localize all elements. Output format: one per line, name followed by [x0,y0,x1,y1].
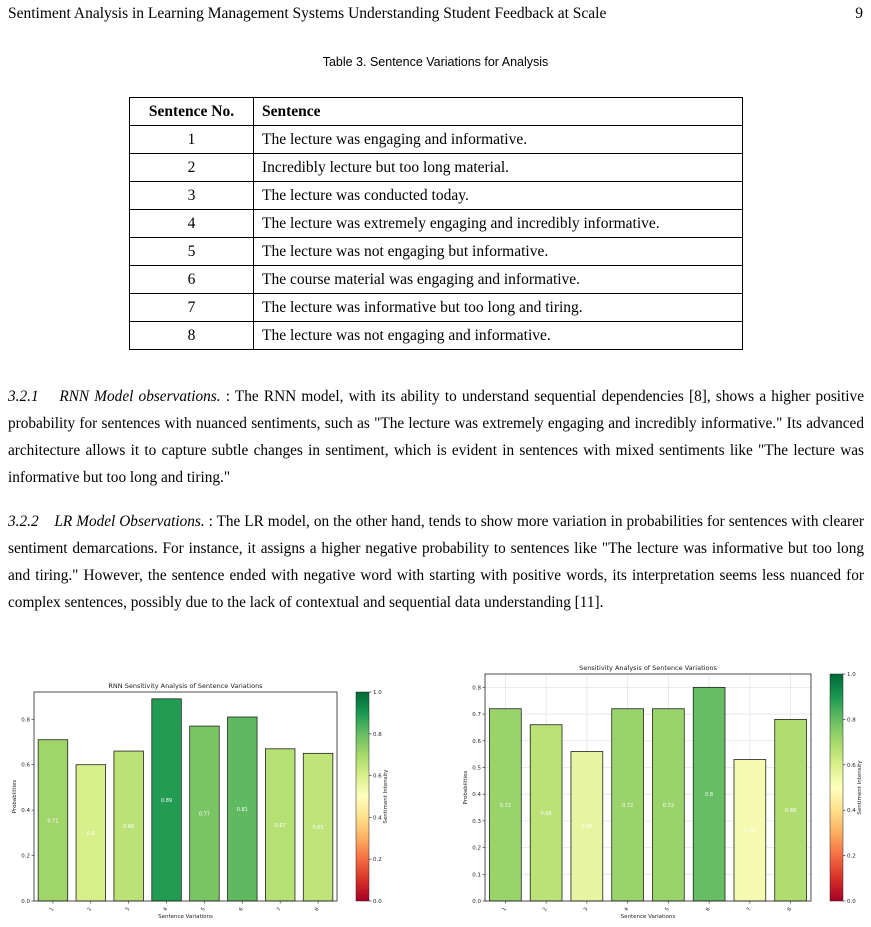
table-cell: The course material was engaging and informative. [254,266,743,294]
y-tick-label: 0.0 [21,899,30,905]
section-title: RNN Model observations. [59,388,221,405]
y-tick-label: 0.7 [472,712,481,719]
y-tick-label: 0.0 [472,899,481,905]
colorbar-tick-label: 0.6 [373,773,382,780]
x-axis-label: Sentence Variations [620,914,676,920]
y-tick-label: 0.4 [21,808,30,815]
y-axis-label: Probabilities [12,779,18,814]
x-tick-label: 6 [238,906,245,913]
y-tick-label: 0.3 [472,818,481,825]
colorbar-tick-label: 0.8 [373,731,382,738]
data-label: 0.8 [705,792,714,799]
colorbar-tick-label: 0.4 [373,815,382,822]
chart-title: RNN Sensitivity Analysis of Sentence Variations [108,682,263,690]
colorbar-tick-label: 1.0 [847,672,856,678]
table-row [130,266,743,294]
table-row [130,126,743,154]
colorbar-tick-label: 0.0 [373,899,382,905]
y-tick-label: 0.8 [472,685,481,692]
x-tick-label: 1 [501,906,508,913]
column-header: Sentence [254,98,743,126]
x-tick-label: 5 [200,906,207,913]
colorbar [356,692,369,901]
table-row [130,238,743,266]
x-tick-label: 2 [86,906,94,913]
table-row [130,154,743,182]
y-axis-label: Probabilities [463,770,469,805]
section-rnn-observations [8,383,864,491]
table-cell: The lecture was engaging and informative. [254,126,743,154]
table-cell: 1 [130,126,254,154]
x-tick-label: 7 [275,906,283,913]
table-cell: 6 [130,266,254,294]
table-cell: The lecture was not engaging but informative. [254,238,743,266]
x-tick-label: 4 [162,906,170,913]
colorbar-tick-label: 0.4 [847,808,856,815]
table-caption: Table 3. Sentence Variations for Analysis [322,55,549,69]
table-cell: 3 [130,182,254,210]
x-tick-label: 3 [582,906,590,913]
colorbar-tick-label: 0.8 [847,717,856,724]
y-tick-label: 0.2 [472,845,481,852]
x-tick-label: 5 [664,906,671,913]
data-label: 0.72 [622,802,634,809]
table-cell: 7 [130,294,254,322]
colorbar-tick-label: 0.2 [847,853,856,860]
sentence-table [129,97,743,350]
y-tick-label: 0.6 [21,762,30,769]
section-title: LR Model Observations. [54,513,205,530]
data-label: 0.72 [662,802,674,809]
section-number: 3.2.1 [8,388,39,405]
data-label: 0.6 [86,830,95,837]
data-label: 0.71 [47,818,59,825]
data-label: 0.72 [499,802,511,809]
running-header [8,5,863,23]
data-label: 0.89 [160,797,173,804]
table-header-row [130,98,743,126]
page-number: 9 [855,5,863,22]
table-cell: The lecture was conducted today. [254,182,743,210]
data-label: 0.53 [744,828,756,835]
x-tick-label: 8 [786,906,794,913]
section-text: : The LR model, on the other hand, tends to show more variation in probabilities for sentences with clearer sentiment demarcations. For instance, it assigns a higher negative probability to sentences like "The lecture was informative but too long and tiring." However, the sentence ended with negative word with starting with positive words, its interpretation seems less nuanced for complex sentences, possibly due to the lack of contextual and sequential data understanding [11]. [8,513,865,611]
x-tick-label: 3 [124,906,132,913]
x-tick-label: 1 [48,906,56,913]
table-cell: 5 [130,238,254,266]
chart-title: Sensitivity Analysis of Sentence Variations [579,664,717,672]
table-cell: 2 [130,154,254,182]
x-tick-label: 4 [623,906,631,913]
y-tick-label: 0.4 [472,792,481,799]
table-row [130,210,743,238]
y-tick-label: 0.2 [21,853,30,860]
y-tick-label: 0.5 [472,765,481,772]
rnn-sensitivity-chart [0,678,420,927]
section-number: 3.2.2 [8,513,39,530]
data-label: 0.56 [581,824,593,831]
data-label: 0.81 [236,806,248,813]
table-row [130,322,743,350]
header-title: Sentiment Analysis in Learning Management Systems Understanding Student Feedback at Scale [8,5,607,22]
lr-sensitivity-chart [440,660,871,927]
y-tick-label: 0.8 [21,717,30,724]
x-tick-label: 7 [745,906,753,913]
data-label: 0.66 [540,810,552,817]
x-tick-label: 8 [313,906,321,913]
section-lr-observations [8,508,864,616]
colorbar-label: Sentiment Intensity [857,760,863,815]
table-cell: Incredibly lecture but too long material. [254,154,743,182]
colorbar-tick-label: 0.0 [847,899,856,905]
table-cell: The lecture was extremely engaging and incredibly informative. [254,210,743,238]
table-row [130,182,743,210]
colorbar [830,674,843,901]
table-cell: The lecture was informative but too long and tiring. [254,294,743,322]
data-label: 0.77 [198,811,211,818]
table-cell: 4 [130,210,254,238]
data-label: 0.66 [123,824,135,831]
x-tick-label: 2 [541,906,549,913]
y-tick-label: 0.6 [472,738,481,745]
colorbar-tick-label: 1.0 [373,690,382,696]
data-label: 0.67 [274,822,286,829]
colorbar-tick-label: 0.2 [373,857,382,864]
x-axis-label: Sentence Variations [158,914,213,920]
x-tick-label: 6 [704,906,712,913]
data-label: 0.65 [312,825,324,832]
data-label: 0.68 [785,808,797,815]
column-header: Sentence No. [130,98,254,126]
table-cell: The lecture was not engaging and informative. [254,322,743,350]
table-row [130,294,743,322]
table-cell: 8 [130,322,254,350]
colorbar-tick-label: 0.6 [847,762,856,769]
section-text: : The RNN model, with its ability to understand sequential dependencies [8], shows a higher positive probability for sentences with nuanced sentiments, such as "The lecture was extremely engaging and incredibly informative." Its advanced architecture allows it to capture subtle changes in sentiment, which is evident in sentences with mixed sentiments like "The lecture was informative but too long and tiring." [8,388,864,486]
colorbar-label: Sentiment Intensity [383,769,389,824]
y-tick-label: 0.1 [472,872,481,879]
